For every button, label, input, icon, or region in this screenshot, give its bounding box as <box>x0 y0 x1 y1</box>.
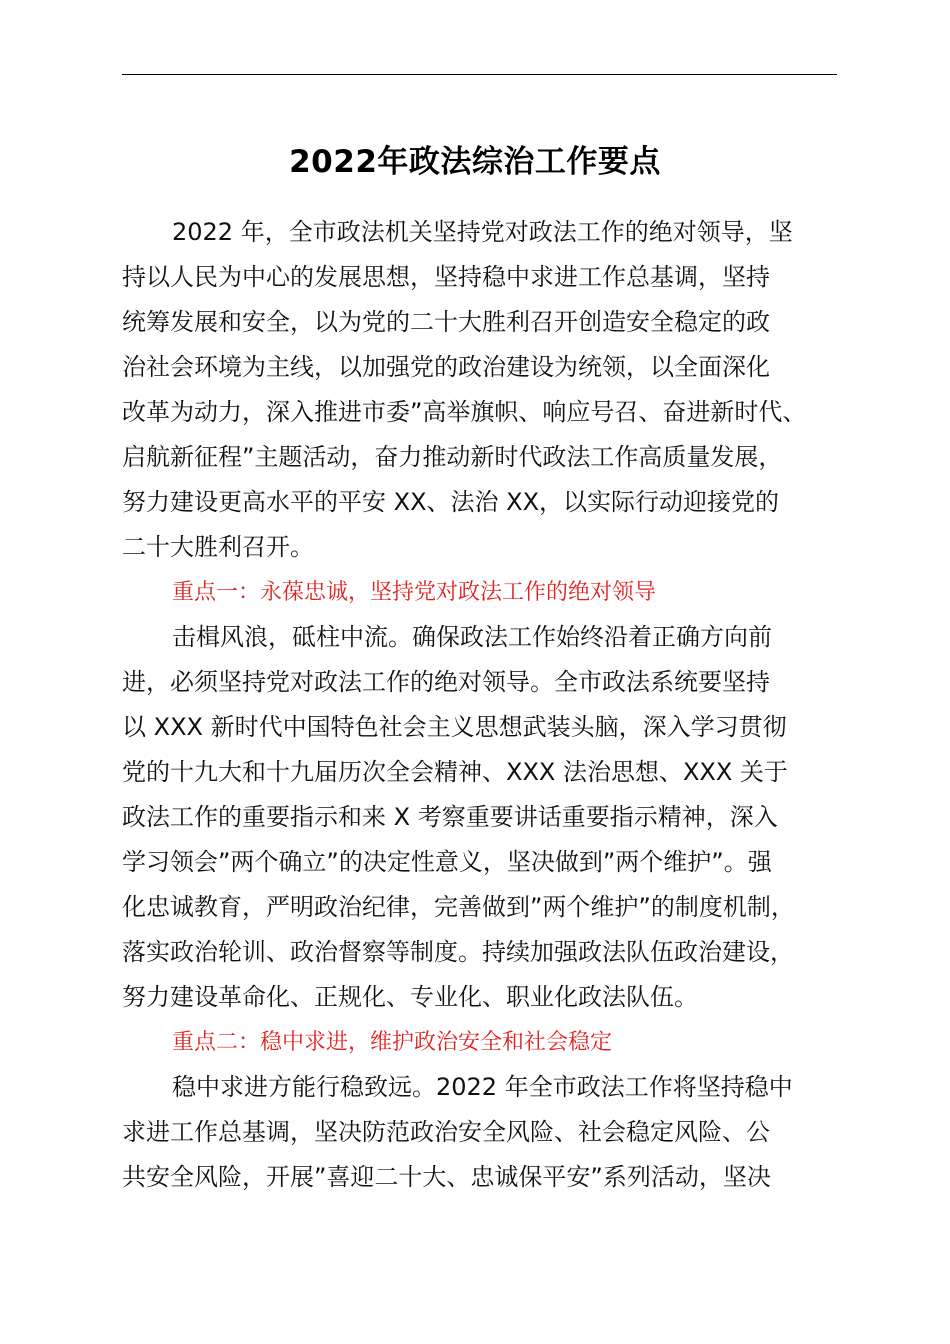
paragraph-line: 启航新征程”主题活动，奋力推动新时代政法工作高质量发展， <box>122 443 783 471</box>
section-heading-2: 重点二：稳中求进，维护政治安全和社会稳定 <box>172 1030 613 1055</box>
paragraph-line: 治社会环境为主线，以加强党的政治建设为统领，以全面深化 <box>122 353 770 381</box>
paragraph-line: 二十大胜利召开。 <box>122 533 314 561</box>
paragraph-line: 努力建设革命化、正规化、专业化、职业化政法队伍。 <box>122 983 698 1011</box>
paragraph-line: 努力建设更高水平的平安 XX、法治 XX，以实际行动迎接党的 <box>122 488 780 516</box>
paragraph-line: 2022 年，全市政法机关坚持党对政法工作的绝对领导，坚 <box>172 218 793 246</box>
paragraph-line: 化忠诚教育，严明政治纪律，完善做到”两个维护”的制度机制， <box>122 893 795 921</box>
paragraph-line: 学习领会”两个确立”的决定性意义，坚决做到”两个维护”。强 <box>122 848 772 876</box>
paragraph-line: 进，必须坚持党对政法工作的绝对领导。全市政法系统要坚持 <box>122 668 770 696</box>
paragraph-line: 稳中求进方能行稳致远。2022 年全市政法工作将坚持稳中 <box>172 1073 793 1101</box>
paragraph-line: 改革为动力，深入推进市委”高举旗帜、响应号召、奋进新时代、 <box>122 398 807 426</box>
paragraph-line: 共安全风险，开展”喜迎二十大、忠诚保平安”系列活动，坚决 <box>122 1163 771 1191</box>
document-body <box>122 210 862 1200</box>
paragraph-line: 持以人民为中心的发展思想，坚持稳中求进工作总基调，坚持 <box>122 263 770 291</box>
header-rule <box>122 74 837 75</box>
paragraph-line: 击楫风浪，砥柱中流。确保政法工作始终沿着正确方向前 <box>172 623 772 651</box>
paragraph-line: 政法工作的重要指示和来 X 考察重要讲话重要指示精神，深入 <box>122 803 778 831</box>
document-title: 2022年政法综治工作要点 <box>289 144 661 180</box>
paragraph-line: 以 XXX 新时代中国特色社会主义思想武装头脑，深入学习贯彻 <box>122 713 787 741</box>
paragraph-line: 党的十九大和十九届历次全会精神、XXX 法治思想、XXX 关于 <box>122 758 788 786</box>
paragraph-line: 落实政治轮训、政治督察等制度。持续加强政法队伍政治建设， <box>122 938 794 966</box>
paragraph-line: 求进工作总基调，坚决防范政治安全风险、社会稳定风险、公 <box>122 1118 770 1146</box>
section-heading-1: 重点一：永葆忠诚，坚持党对政法工作的绝对领导 <box>172 580 657 605</box>
paragraph-line: 统筹发展和安全，以为党的二十大胜利召开创造安全稳定的政 <box>122 308 770 336</box>
